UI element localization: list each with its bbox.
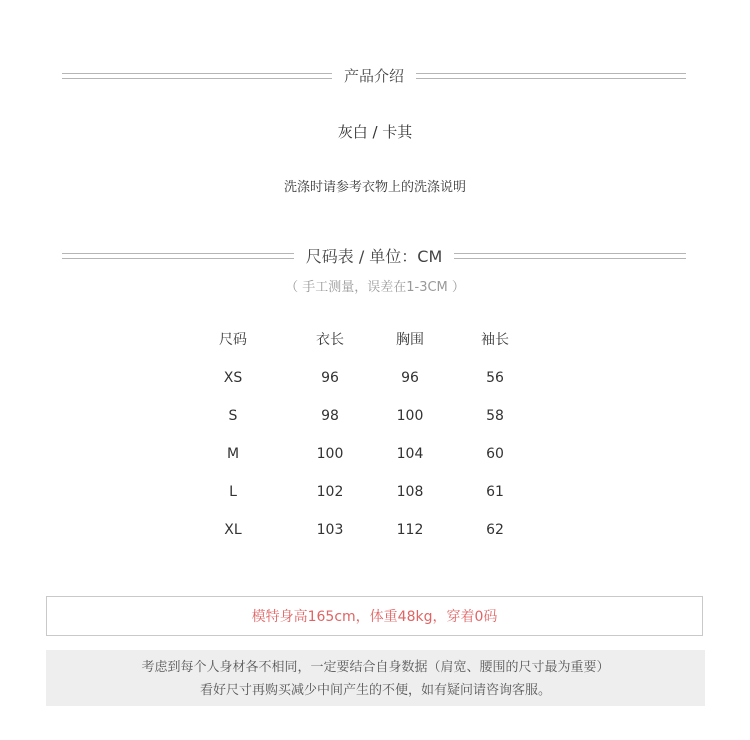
product-intro-header	[62, 65, 686, 86]
size-cell: XL	[224, 522, 242, 538]
size-table	[0, 326, 750, 554]
length-cell: 96	[321, 370, 339, 386]
divider-left	[62, 73, 332, 79]
chest-cell: 108	[396, 484, 424, 500]
size-cell: XS	[223, 370, 243, 386]
table-row	[0, 478, 750, 516]
length-cell: 98	[321, 408, 339, 424]
size-cell: M	[226, 446, 240, 462]
length-cell: 103	[316, 522, 344, 538]
sleeve-cell: 56	[486, 370, 504, 386]
header-size: 尺码	[219, 332, 247, 348]
size-advice-box	[46, 650, 705, 706]
header-length: 衣长	[316, 332, 344, 348]
sleeve-cell: 61	[486, 484, 504, 500]
wash-instruction: 洗涤时请参考衣物上的洗涤说明	[283, 180, 466, 195]
sleeve-cell: 60	[486, 446, 504, 462]
model-info-text: 模特身高165cm，体重48kg，穿着0码	[251, 609, 498, 625]
chest-cell: 96	[401, 370, 419, 386]
model-info-box	[46, 596, 703, 636]
size-advice-line-1: 考虑到每个人身材各不相同，一定要结合自身数据（肩宽、腰围的尺寸最为重要）	[141, 660, 610, 675]
size-cell: S	[228, 408, 238, 424]
header-sleeve: 袖长	[481, 332, 509, 348]
color-options: 灰白 / 卡其	[337, 123, 413, 141]
size-chart-header	[62, 244, 686, 267]
table-row	[0, 402, 750, 440]
divider-right	[416, 73, 686, 79]
table-row	[0, 364, 750, 402]
size-advice-line-2: 看好尺寸再购买减少中间产生的不便，如有疑问请咨询客服。	[199, 683, 551, 698]
divider-right	[454, 253, 686, 259]
length-cell: 102	[316, 484, 344, 500]
header-chest: 胸围	[396, 332, 424, 348]
table-row	[0, 440, 750, 478]
table-header-row	[0, 326, 750, 364]
chest-cell: 112	[396, 522, 424, 538]
sleeve-cell: 62	[486, 522, 504, 538]
size-cell: L	[229, 484, 237, 500]
chest-cell: 100	[396, 408, 424, 424]
table-row	[0, 516, 750, 554]
sleeve-cell: 58	[486, 408, 504, 424]
length-cell: 100	[316, 446, 344, 462]
divider-left	[62, 253, 294, 259]
size-chart-title: 尺码表 / 单位：CM	[305, 247, 443, 266]
measurement-note: （ 手工测量，误差在1-3CM ）	[285, 280, 465, 295]
chest-cell: 104	[396, 446, 424, 462]
product-intro-title: 产品介绍	[344, 67, 405, 85]
